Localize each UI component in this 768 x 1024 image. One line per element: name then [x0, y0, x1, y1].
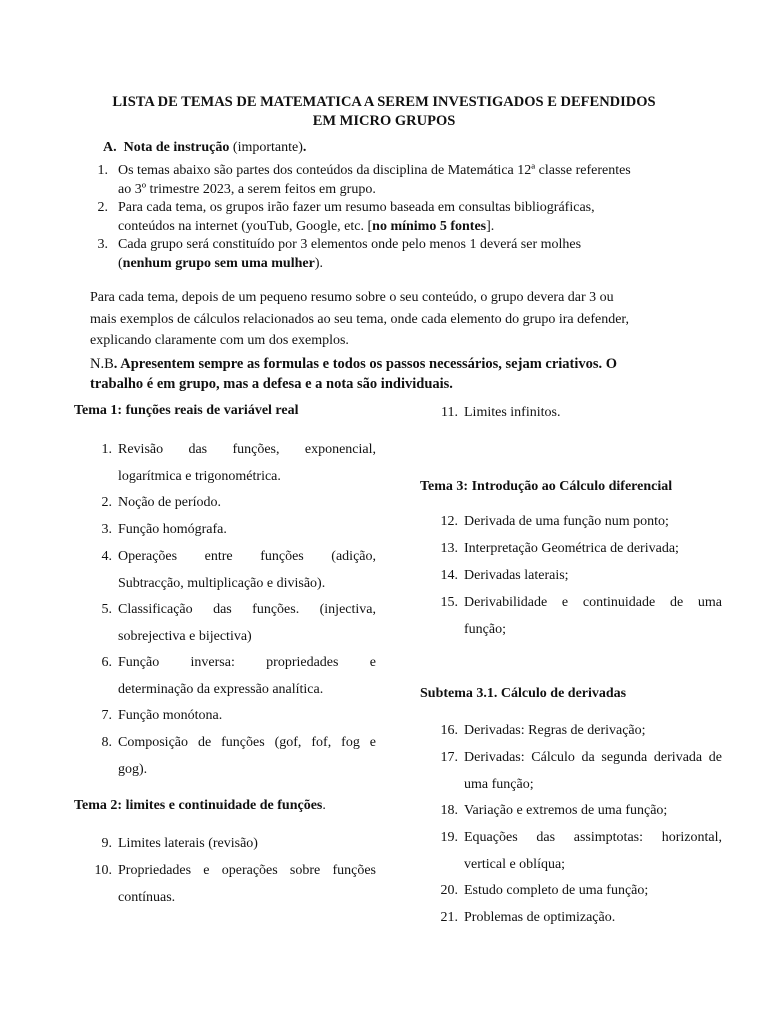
item-number: 5. — [101, 602, 112, 617]
item-text-line-1: Problemas de optimização. — [464, 910, 616, 925]
item-number: 21. — [440, 910, 458, 925]
item-text-line-1: Limites laterais (revisão) — [118, 836, 258, 851]
instruction-label: Nota de instrução — [123, 140, 230, 155]
instruction-paragraph — [90, 287, 690, 352]
nb-note — [90, 354, 700, 394]
item-number: 4. — [101, 549, 112, 564]
item-text-pre: conteúdos na internet (youTub, Google, etc. [ — [118, 218, 373, 234]
item-text-line-1: Cada grupo será constituído por 3 elementos onde pelo menos 1 deverá ser molhes — [118, 237, 582, 252]
item-text-line-1: Derivada de uma função num ponto; — [464, 514, 669, 529]
instruction-list — [94, 162, 684, 273]
instruction-heading — [103, 138, 306, 157]
item-text-line-2: sobrejectiva e bijectiva) — [118, 628, 252, 644]
nb-text: . Apresentem sempre as formulas e todos os passos necessários, sejam criativos. O — [113, 356, 618, 372]
item-text-post: ). — [314, 255, 323, 271]
item-text-post: ]. — [486, 218, 495, 234]
instruction-label-note: (importante) — [229, 140, 303, 155]
item-text-pre: ( — [118, 255, 123, 271]
paragraph-line-2: mais exemplos de cálculos relacionados ao seu tema, onde cada elemento do grupo ira defender, — [90, 311, 630, 327]
subtema31-heading: Subtema 3.1. Cálculo de derivadas — [420, 686, 627, 701]
item-text-line-2: uma função; — [464, 776, 534, 792]
item-text-line-1: Operações entre funções (adição, — [118, 549, 376, 564]
item-number: 7. — [101, 708, 112, 723]
item-text-line-1: Composição de funções (gof, fof, fog e — [118, 735, 376, 750]
item-number: 17. — [440, 750, 458, 765]
item-text-line-1: Função homógrafa. — [118, 522, 227, 537]
item-text-line-1: Derivadas: Cálculo da segunda derivada de — [464, 750, 722, 765]
tema2-heading-text: Tema 2: limites e continuidade de funções — [74, 798, 323, 813]
item-number: 2. — [101, 495, 112, 510]
item-text-line-1: Limites infinitos. — [464, 405, 561, 420]
item-text-bold: nenhum grupo sem uma mulher — [122, 255, 315, 271]
item-number: 18. — [440, 803, 458, 818]
item-text-line-1: Para cada tema, os grupos irão fazer um resumo baseada em consultas bibliográficas, — [118, 200, 595, 215]
item-text-line-1: Propriedades e operações sobre funções — [118, 863, 376, 878]
item-number: 10. — [94, 863, 112, 878]
item-text-line-2: gog). — [118, 761, 148, 777]
instruction-item — [94, 162, 684, 199]
tema2-heading-end: . — [322, 798, 326, 813]
item-text-line-1: Interpretação Geométrica de derivada; — [464, 541, 679, 556]
item-text-line-2: ao 3º trimestre 2023, a serem feitos em grupo. — [118, 181, 376, 197]
item-text-line-2: contínuas. — [118, 889, 176, 905]
instruction-item — [94, 199, 684, 236]
nb-line-2: trabalho é em grupo, mas a defesa e a nota são individuais. — [90, 376, 453, 392]
item-number: 16. — [440, 723, 458, 738]
item-text-line-1: Os temas abaixo são partes dos conteúdos da disciplina de Matemática 12ª classe referentes — [118, 163, 631, 178]
item-number: 1. — [97, 163, 108, 178]
item-number: 15. — [440, 595, 458, 610]
item-number: 11. — [441, 405, 458, 420]
item-number: 14. — [440, 568, 458, 583]
item-text-line-1: Equações das assimptotas: horizontal, — [464, 830, 722, 845]
title-line-2: EM MICRO GRUPOS — [312, 113, 456, 129]
item-number: 8. — [101, 735, 112, 750]
tema2-heading — [74, 798, 326, 814]
instruction-letter: A. — [103, 140, 117, 155]
item-text-line-2: logarítmica e trigonométrica. — [118, 468, 281, 484]
item-text-bold: no mínimo 5 fontes — [372, 218, 487, 234]
tema1-heading: Tema 1: funções reais de variável real — [74, 403, 299, 418]
item-number: 9. — [101, 836, 112, 851]
item-text-line-1: Variação e extremos de uma função; — [464, 803, 668, 818]
item-number: 19. — [440, 830, 458, 845]
item-text-line-2: função; — [464, 621, 506, 637]
item-text-line-2 — [118, 218, 595, 237]
item-number: 1. — [101, 442, 112, 457]
item-text-line-1: Estudo completo de uma função; — [464, 883, 649, 898]
item-text-line-2: vertical e oblíqua; — [464, 856, 566, 872]
tema3-heading: Tema 3: Introdução ao Cálculo diferencial — [420, 479, 673, 494]
item-number: 20. — [440, 883, 458, 898]
item-text-line-1: Classificação das funções. (injectiva, — [118, 602, 376, 617]
item-text-line-1: Noção de período. — [118, 495, 222, 510]
nb-line-1 — [90, 354, 700, 374]
item-text-line-1: Função inversa: propriedades e — [118, 655, 376, 670]
item-number: 3. — [97, 237, 108, 252]
item-number: 3. — [101, 522, 112, 537]
item-text-line-1: Revisão das funções, exponencial, — [118, 442, 376, 457]
paragraph-line-3: explicando claramente com um dos exemplos. — [90, 333, 349, 348]
item-text-line-2: determinação da expressão analítica. — [118, 681, 324, 697]
title-line-1: LISTA DE TEMAS DE MATEMATICA A SEREM INVESTIGADOS E DEFENDIDOS — [112, 94, 656, 110]
item-text-line-1: Derivadas laterais; — [464, 568, 569, 583]
item-number: 13. — [440, 541, 458, 556]
item-text-line-1: Derivabilidade e continuidade de uma — [464, 595, 722, 610]
item-text-line-2 — [118, 255, 581, 274]
item-number: 6. — [101, 655, 112, 670]
instruction-item — [94, 236, 684, 273]
instruction-label-end: . — [302, 140, 307, 155]
document-title — [60, 93, 708, 131]
nb-prefix: N.B — [90, 356, 114, 372]
item-number: 12. — [440, 514, 458, 529]
item-number: 2. — [97, 200, 108, 215]
item-text-line-1: Função monótona. — [118, 708, 223, 723]
item-text-line-1: Derivadas: Regras de derivação; — [464, 723, 646, 738]
item-text-line-2: Subtracção, multiplicação e divisão). — [118, 575, 326, 591]
paragraph-line-1: Para cada tema, depois de um pequeno resumo sobre o seu conteúdo, o grupo devera dar 3 ou — [90, 290, 614, 305]
